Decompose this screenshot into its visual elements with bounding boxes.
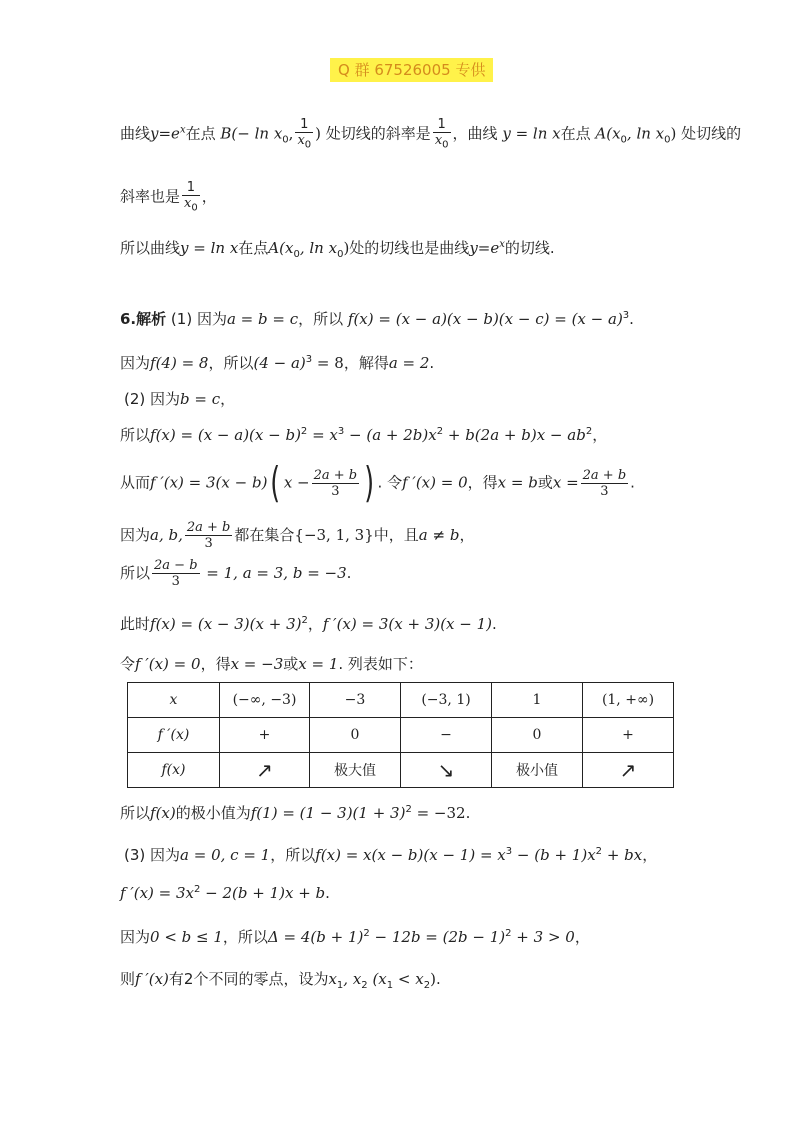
math: ) xyxy=(315,124,322,143)
math: A(x xyxy=(595,124,621,143)
line-12: 令f ′(x) = 0，得x = −3或x = 1. 列表如下： xyxy=(120,655,423,673)
text: 曲线 xyxy=(120,124,151,143)
table-row xyxy=(128,683,674,718)
table-row xyxy=(128,718,674,753)
line-13: 所以f(x)的极小值为$f(1) = (1 - 3)(1 + 3)^2 = -32$. xyxy=(120,804,471,822)
line-14: (3) 因为a = 0, c = 1，所以$f(x) = x(x - b)(x - 1) = x^3 - (b + 1)x^2$ + bx， xyxy=(124,846,658,864)
text: (1) 因为 xyxy=(170,310,227,328)
text: 处切线的 xyxy=(681,124,742,143)
table-cell: f ′(x) xyxy=(128,718,220,753)
table-row xyxy=(128,753,674,788)
text: 处切线的斜率是 xyxy=(325,124,431,143)
line-5: 因为f(4) = 8，所以$(4 - a)^3 = 8$，解得a = 2. xyxy=(120,354,435,372)
table-cell: + xyxy=(583,718,674,753)
text: 在点 xyxy=(185,124,216,143)
table-cell: (1, +∞) xyxy=(583,683,674,718)
fraction: $\frac{1}{x_0}$ xyxy=(434,117,449,151)
fraction: $\frac{1}{x_0}$ xyxy=(184,180,198,214)
table-cell: + xyxy=(220,718,310,753)
line-6: (2) 因为b = c， xyxy=(124,390,236,408)
table-cell: (−∞, −3) xyxy=(220,683,310,718)
fraction: $\frac{2a - b}{3}$ xyxy=(154,558,198,589)
text: 在点 xyxy=(238,239,269,257)
math: f(x) = (x − a)(x − b)(x − c) = (x − a) xyxy=(347,310,623,328)
table-cell: 0 xyxy=(492,718,583,753)
text: ，所以 xyxy=(298,310,344,328)
sign-table xyxy=(127,682,674,788)
fraction: $\frac{2a + b}{3}$ xyxy=(186,520,231,551)
text: ，曲线 xyxy=(452,124,498,143)
table-cell: (−3, 1) xyxy=(401,683,492,718)
math: , ln x xyxy=(626,124,665,143)
line-16: 因为0 < b ≤ 1，所以$\Delta = 4(b + 1)^2 - 12b = (2b - 1)^2 + 3 > 0$， xyxy=(120,928,590,946)
solution-label: 6.解析 xyxy=(120,310,167,328)
math: y=e xyxy=(150,124,180,143)
table-cell: 极小值 xyxy=(492,753,583,788)
table-cell: − xyxy=(401,718,492,753)
table-cell: 0 xyxy=(310,718,401,753)
math: y = ln x xyxy=(180,239,239,257)
table-cell: x xyxy=(128,683,220,718)
text: 在点 xyxy=(560,124,591,143)
line-15: f $'(x) = 3x^2 - 2(b + 1)x + b$. xyxy=(120,884,330,902)
line-2 xyxy=(120,180,217,214)
line-1: 曲线$y=e^x$在点 $B(- \ln x_0$, $\frac{1}{x_0}$ ) 处切线的斜率是 $\frac{1}{x_0}$ ，曲线 y = ln x在点 $A(x_0$, $\ln x_0$) 处切线的 xyxy=(120,117,742,151)
line-7: 所以$f(x) = (x - a)(x - b)^2 = x^3 - (a + 2b)x^2 + b(2a + b)x - ab^2$， xyxy=(120,426,608,444)
line-11: 此时$f(x) = (x - 3)(x + 3)^2$，f ′(x) = 3(x + 3)(x − 1). xyxy=(120,615,497,633)
fraction: $\frac{2a + b}{3}$ xyxy=(582,467,627,499)
math: x xyxy=(179,124,186,136)
text: 所以曲线 xyxy=(120,239,181,257)
table-cell: −3 xyxy=(310,683,401,718)
math: y = ln x xyxy=(502,124,561,143)
line-17: 则f ′(x)有2个不同的零点，设为$x_1$, $x_2$ $(x_1 < x_2)$. xyxy=(120,970,441,991)
line-4: 6.解析 (1) 因为a = b = c，所以 $f(x) = (x - a)(x - b)(x - c) = (x - a)^3$. xyxy=(120,310,634,328)
fraction: $\frac{2a + b}{3}$ xyxy=(313,467,358,499)
decreasing-arrow-icon: ↘ xyxy=(401,753,492,788)
line-9: 因为a, b, $\frac{2a + b}{3}$ 都在集合{−3, 1, 3}中，且a ≠ b， xyxy=(120,520,475,551)
line-3: 所以曲线y = ln x在点$A(x_0$, $\ln x_0$)处的切线也是曲线$y=e^x$的切线. xyxy=(120,239,555,260)
line-10: 所以 $\frac{2a - b}{3}$ = 1, a = 3, b = −3. xyxy=(120,558,352,589)
math: B(− ln x xyxy=(220,124,283,143)
table-cell: f(x) xyxy=(128,753,220,788)
increasing-arrow-icon: ↗ xyxy=(220,753,310,788)
fraction: $\frac{1}{x_0}$ xyxy=(297,117,312,151)
text: 的切线. xyxy=(504,239,555,257)
table-cell: 极大值 xyxy=(310,753,401,788)
table-cell: 1 xyxy=(492,683,583,718)
text: 处的切线也是曲线 xyxy=(349,239,470,257)
math: , xyxy=(288,124,294,143)
increasing-arrow-icon: ↗ xyxy=(583,753,674,788)
math: 0 xyxy=(282,134,289,146)
line-8: 从而f ′(x) = 3(x − b)( x − $\frac{2a + b}{3}$ ) . 令f ′(x) = 0，得x = b或x = $\frac{2a + b}{3}$ . xyxy=(120,458,635,507)
watermark-header: Q 群 67526005 专供 xyxy=(330,58,493,82)
text: ， xyxy=(201,187,217,206)
text: 斜率也是 xyxy=(120,187,181,206)
